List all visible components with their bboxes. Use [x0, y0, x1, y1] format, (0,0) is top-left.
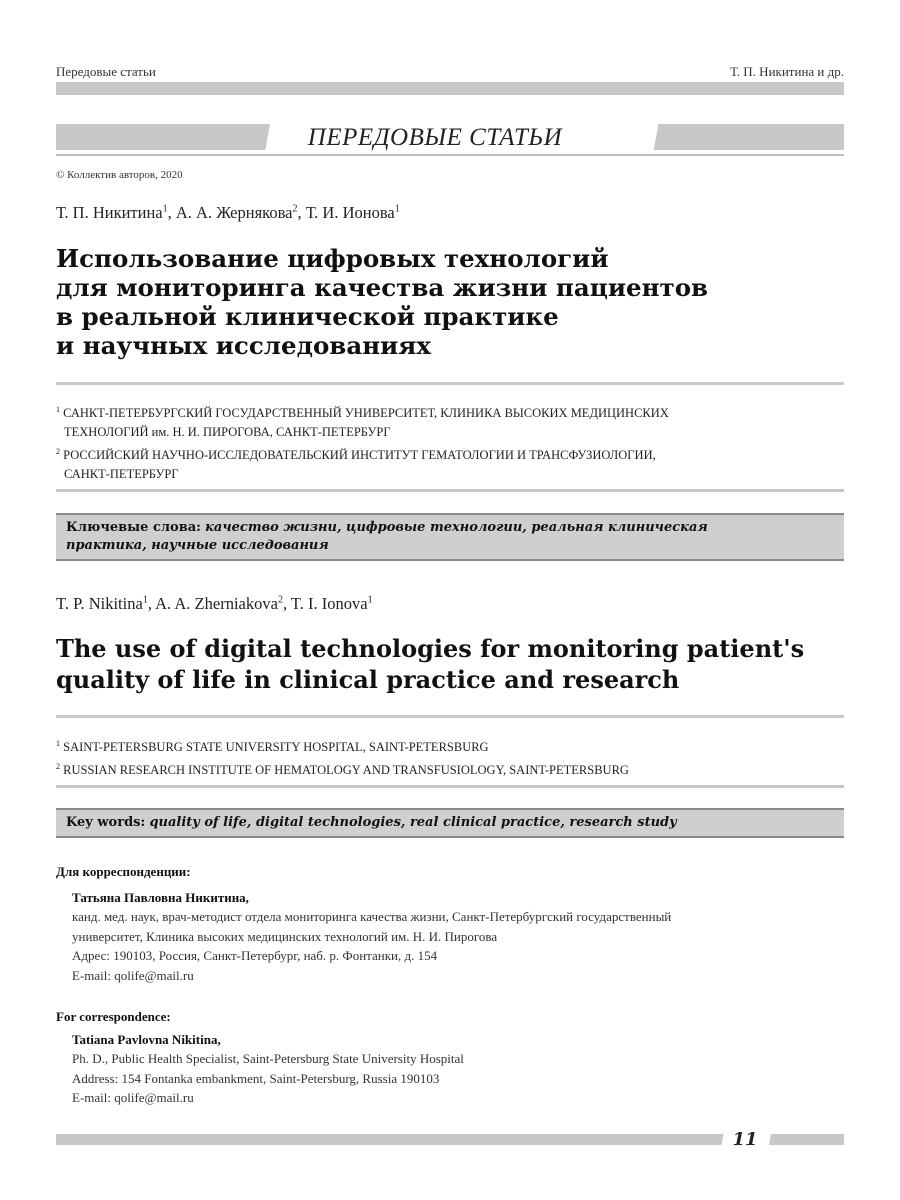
keywords-text: практика, научные исследования — [66, 538, 329, 553]
author-affil-mark: 1 — [162, 203, 168, 215]
author-affil-mark: 1 — [394, 203, 400, 215]
title-line: в реальной клинической практике — [56, 302, 559, 331]
section-title: ПЕРЕДОВЫЕ СТАТЬИ — [307, 124, 563, 151]
keywords-label: Key words: — [66, 815, 146, 830]
title-line: quality of life in clinical practice and research — [56, 665, 680, 694]
divider — [56, 489, 844, 492]
divider — [56, 715, 844, 718]
correspondence-line: университет, Клиника высоких медицинских технологий им. Н. И. Пирогова — [72, 928, 498, 944]
correspondence-line: Адрес: 190103, Россия, Санкт-Петербург, наб. р. Фонтанки, д. 154 — [72, 948, 438, 963]
author-name: A. A. Zherniakova — [155, 594, 278, 613]
author-affil-mark: 1 — [367, 594, 373, 606]
author-name: А. А. Жернякова — [175, 203, 293, 222]
correspondence-email: E-mail: qolife@mail.ru — [72, 1090, 194, 1105]
affil-mark: 2 — [56, 447, 60, 457]
article-title-ru — [56, 244, 836, 360]
author-name: Т. И. Ионова — [305, 203, 395, 222]
running-header-right: Т. П. Никитина и др. — [730, 64, 844, 79]
keywords-label: Ключевые слова: — [66, 520, 201, 535]
correspondence-email: E-mail: qolife@mail.ru — [72, 967, 194, 983]
section-title-underline — [56, 154, 844, 156]
affiliation-line: САНКТ-ПЕТЕРБУРГСКИЙ ГОСУДАРСТВЕННЫЙ УНИВЕРСИТЕТ, КЛИНИКА ВЫСОКИХ МЕДИЦИНСКИХ — [63, 406, 669, 421]
author-affil-mark: 1 — [142, 594, 148, 606]
correspondence-ru — [56, 862, 856, 985]
running-header-left: Передовые статьи — [56, 64, 156, 79]
header-bar — [56, 82, 844, 95]
keywords-box-en — [56, 808, 844, 838]
authors-en: T. P. Nikitina$^1$, A. A. Zherniakova$^2$, T. I. Ionova$^1$ — [56, 594, 373, 613]
correspondence-en — [56, 1007, 856, 1108]
affiliation-line: РОССИЙСКИЙ НАУЧНО-ИССЛЕДОВАТЕЛЬСКИЙ ИНСТИТУТ ГЕМАТОЛОГИИ И ТРАНСФУЗИОЛОГИИ, — [63, 448, 656, 463]
affiliation-line: SAINT-PETERSBURG STATE UNIVERSITY HOSPITAL, SAINT-PETERSBURG — [63, 740, 489, 755]
correspondence-line: Address: 154 Fontanka embankment, Saint-Petersburg, Russia 190103 — [72, 1070, 440, 1086]
divider — [56, 785, 844, 788]
affil-mark: 2 — [56, 762, 60, 772]
correspondence-name: Tatiana Pavlovna Nikitina, — [72, 1031, 221, 1047]
affiliations-ru — [56, 400, 669, 484]
correspondence-line: Ph. D., Public Health Specialist, Saint-Petersburg State University Hospital — [72, 1051, 464, 1066]
page-number: 11 — [732, 1129, 758, 1150]
title-line: The use of digital technologies for monitoring patient's — [56, 634, 805, 663]
affiliation-line: RUSSIAN RESEARCH INSTITUTE OF HEMATOLOGY AND TRANSFUSIOLOGY, SAINT-PETERSBURG — [63, 763, 629, 778]
correspondence-name: Татьяна Павловна Никитина, — [72, 889, 249, 905]
affil-mark: 1 — [56, 405, 60, 414]
title-line: Использование цифровых технологий — [56, 244, 609, 273]
title-line: для мониторинга качества жизни пациентов — [56, 273, 709, 302]
affiliation-line: САНКТ-ПЕТЕРБУРГ — [64, 467, 179, 482]
keywords-text: качество жизни, цифровые технологии, реальная клиническая — [205, 520, 708, 535]
keywords-box-ru — [56, 513, 844, 561]
authors-ru: Т. П. Никитина$^1$, А. А. Жернякова$^2$, Т. И. Ионова$^1$ — [56, 203, 400, 222]
correspondence-line: канд. мед. наук, врач-методист отдела мониторинга качества жизни, Санкт-Петербургский государственный — [72, 909, 672, 924]
author-name: Т. П. Никитина — [56, 203, 163, 222]
author-affil-mark: 2 — [292, 203, 298, 215]
author-affil-mark: 2 — [277, 594, 283, 606]
affil-mark: 1 — [56, 739, 60, 748]
affiliation-line: ТЕХНОЛОГИЙ им. Н. И. ПИРОГОВА, САНКТ-ПЕТЕРБУРГ — [64, 425, 391, 440]
correspondence-heading: For correspondence: — [56, 1009, 171, 1024]
correspondence-heading: Для корреспонденции: — [56, 864, 191, 879]
author-name: T. P. Nikitina — [56, 594, 143, 613]
divider — [56, 382, 844, 385]
copyright: © Коллектив авторов, 2020 — [56, 169, 183, 181]
keywords-text: quality of life, digital technologies, real clinical practice, research study — [149, 815, 677, 830]
article-title-en — [56, 633, 846, 695]
author-name: T. I. Ionova — [290, 594, 368, 613]
affiliations-en — [56, 734, 629, 780]
title-line: и научных исследованиях — [56, 331, 432, 360]
